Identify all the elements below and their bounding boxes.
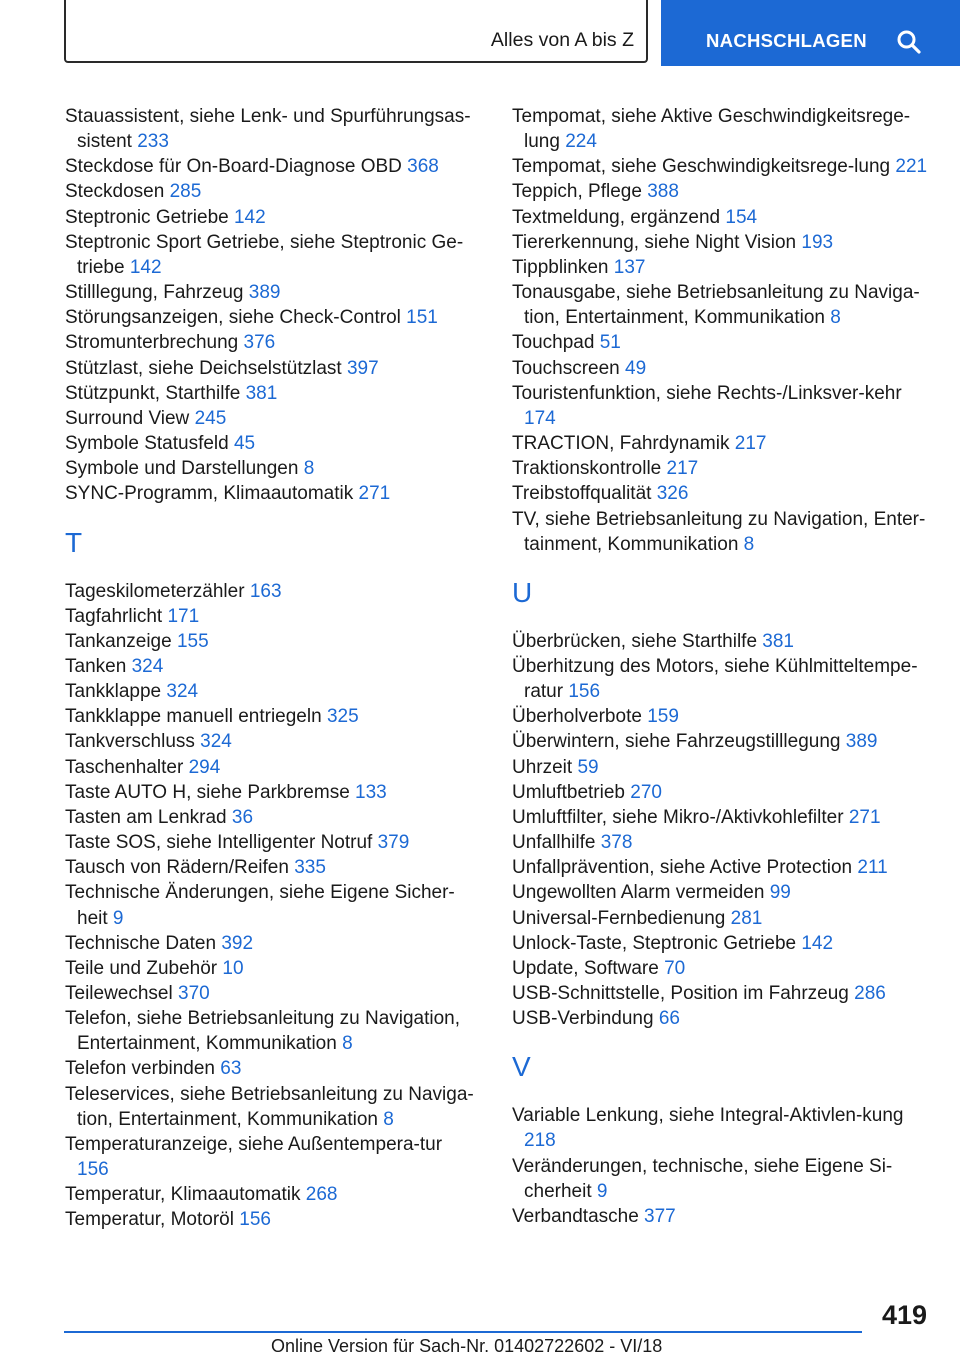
page-link[interactable]: 377 [644, 1205, 676, 1227]
page-link[interactable]: 271 [358, 483, 391, 505]
page-link[interactable]: 397 [346, 357, 379, 379]
index-entry [512, 729, 932, 754]
index-entry [512, 356, 932, 381]
page-link[interactable]: 49 [625, 357, 647, 379]
index-entry [512, 956, 932, 981]
page-link[interactable]: 8 [342, 1033, 353, 1055]
index-entry-text: Temperatur, Klimaautomatik [65, 1184, 301, 1206]
page-link[interactable]: 324 [131, 655, 164, 677]
page-link[interactable]: 156 [77, 1159, 109, 1181]
page-link[interactable]: 233 [137, 131, 169, 153]
index-entry-text: Steptronic Getriebe [65, 206, 229, 228]
index-entry-text: USB-Verbindung [512, 1008, 654, 1030]
page-link[interactable]: 8 [743, 533, 755, 555]
index-entry [65, 830, 475, 855]
index-entry [65, 431, 475, 456]
index-entry [65, 855, 475, 880]
index-entry [65, 679, 475, 704]
index-entry [65, 154, 475, 179]
index-entry-text: Tippblinken [512, 256, 609, 278]
index-entry-text: Temperaturanzeige, siehe Außentempera‐tur [65, 1133, 443, 1155]
page-link[interactable]: 218 [524, 1130, 556, 1152]
page-link[interactable]: 370 [178, 983, 210, 1004]
index-column-left [65, 104, 475, 1233]
index-entry-text: TRACTION, Fahrdynamik [512, 433, 730, 455]
page-link[interactable]: 45 [233, 433, 256, 455]
index-entry-text: Surround View [65, 407, 190, 429]
index-entry-text: Teile und Zubehör [65, 957, 218, 979]
page-link[interactable]: 8 [303, 458, 315, 480]
page-link[interactable]: 70 [664, 957, 686, 979]
index-entry [65, 330, 475, 355]
index-entry [65, 579, 475, 604]
page-link[interactable]: 51 [599, 332, 621, 354]
page-link[interactable]: 324 [200, 731, 232, 753]
nachschlagen-tab[interactable] [661, 0, 960, 66]
page-link[interactable]: 156 [568, 681, 601, 703]
page-link[interactable]: 66 [658, 1008, 680, 1030]
index-entry-text: Textmeldung, ergänzend [512, 206, 721, 228]
page-link[interactable]: 378 [600, 832, 633, 854]
index-entry-text: Ungewollten Alarm vermeiden [512, 882, 765, 904]
index-entry [65, 104, 475, 154]
page-link[interactable]: 156 [239, 1209, 271, 1231]
index-entry-text: Telefon verbinden [65, 1058, 215, 1080]
index-entry [65, 280, 475, 305]
index-entry-text: Umluftbetrieb [512, 781, 625, 803]
index-entry-text: Überhitzung des Motors, siehe Kühlmitteltempe‐ratur [512, 655, 918, 703]
page-link[interactable]: 381 [245, 382, 278, 404]
index-column-right [512, 104, 932, 1229]
index-entry [512, 1006, 932, 1031]
page-link[interactable]: 151 [406, 307, 438, 329]
index-entry [512, 755, 932, 780]
page-link[interactable]: 9 [596, 1180, 608, 1202]
index-entry-text: Tanken [65, 655, 127, 677]
index-entry-text: Steckdosen [65, 181, 165, 203]
index-entry [65, 704, 475, 729]
index-entry [65, 1132, 475, 1182]
index-entry-text: Tagfahrlicht [65, 605, 163, 627]
index-entry [65, 381, 475, 406]
page-link[interactable]: 268 [305, 1184, 338, 1206]
section-tab[interactable] [64, 0, 648, 63]
index-letter-heading: V [512, 1051, 531, 1083]
index-entry [65, 780, 475, 805]
index-entry-text: Stauassistent, siehe Lenk- und Spurführungsas‐sistent [65, 106, 471, 153]
index-entry-text: Tankklappe manuell entriegeln [65, 706, 322, 728]
index-entry [65, 729, 475, 754]
page-link[interactable]: 270 [630, 781, 662, 803]
index-entry [65, 1082, 475, 1132]
page-link[interactable]: 324 [166, 681, 199, 703]
page-link[interactable]: 142 [233, 206, 266, 228]
page-link[interactable]: 155 [176, 630, 209, 652]
index-entry-text: USB-Schnittstelle, Position im Fahrzeug [512, 983, 849, 1004]
index-entry-text: Symbole Statusfeld [65, 433, 229, 455]
index-letter-heading: T [65, 526, 83, 558]
nachschlagen-tab-label: NACHSCHLAGEN [706, 30, 867, 51]
index-entry-text: Steptronic Sport Getriebe, siehe Steptronic Ge‐triebe [65, 231, 464, 278]
index-entry [65, 604, 475, 629]
index-entry [65, 481, 475, 506]
page-link[interactable]: 8 [383, 1108, 394, 1130]
index-entry [65, 654, 475, 679]
index-entry-text: Temperatur, Motoröl [65, 1209, 234, 1231]
index-entry-text: Uhrzeit [512, 756, 573, 778]
index-entry [512, 981, 932, 1006]
page-link[interactable]: 392 [221, 932, 254, 954]
page-link[interactable]: 271 [848, 806, 881, 828]
index-entry [512, 704, 932, 729]
index-entry-text: Universal-Fernbedienung [512, 907, 726, 929]
index-entry [65, 179, 475, 204]
index-entry [65, 1207, 475, 1232]
index-entry-text: Überholverbote [512, 706, 642, 728]
index-entry [65, 205, 475, 230]
index-entry [512, 629, 932, 654]
index-entry [65, 456, 475, 481]
index-entry-text: Treibstoffqualität [512, 483, 652, 505]
index-entry-text: Überwintern, siehe Fahrzeugstilllegung [512, 731, 841, 753]
index-entry-text: Telefon, siehe Betriebsanleitung zu Navigation, Entertainment, Kommunikation [65, 1008, 461, 1055]
index-entry [512, 805, 932, 830]
index-entry-text: Tasten am Lenkrad [65, 806, 227, 828]
index-entry [512, 830, 932, 855]
page-link[interactable]: 381 [762, 630, 794, 652]
page-link[interactable]: 285 [169, 181, 202, 203]
magnifier-icon[interactable] [896, 29, 922, 55]
index-entry-text: Überbrücken, siehe Starthilfe [512, 630, 758, 652]
page-link[interactable]: 211 [857, 857, 888, 879]
index-entry-text: Unfallprävention, siehe Active Protection [512, 857, 853, 879]
page-link[interactable]: 217 [734, 433, 767, 455]
page-link[interactable]: 388 [647, 181, 679, 203]
page-link[interactable]: 286 [854, 983, 886, 1004]
index-entry-text: Tempomat, siehe Geschwindigkeitsrege‐lung [512, 156, 891, 178]
index-entry [65, 931, 475, 956]
index-entry [65, 805, 475, 830]
index-entry [65, 230, 475, 280]
index-entry [65, 1182, 475, 1207]
index-entry [512, 104, 932, 154]
index-entry [512, 780, 932, 805]
index-entry-text: Touristenfunktion, siehe Rechts-/Linksver‐kehr [512, 382, 902, 404]
index-entry-text: Stromunterbrechung [65, 332, 239, 354]
page-link[interactable]: 335 [294, 857, 326, 879]
index-entry-text: Touchpad [512, 332, 595, 354]
index-entry [512, 456, 932, 481]
index-entry-text: Taste AUTO H, siehe Parkbremse [65, 781, 350, 803]
index-entry-text: Technische Daten [65, 932, 217, 954]
index-entry [65, 981, 475, 1006]
footer-online-version: Online Version für Sach-Nr. 01402722602 - VI/18 [271, 1336, 663, 1356]
index-entry-text: Unlock-Taste, Steptronic Getriebe [512, 932, 797, 954]
index-entry-text: Tiererkennung, siehe Night Vision [512, 231, 797, 253]
index-entry [512, 230, 932, 255]
index-entry-text: Tonausgabe, siehe Betriebsanleitung zu Naviga‐tion, Entertainment, Kommunikation [512, 282, 920, 329]
page-link[interactable]: 376 [243, 332, 276, 354]
index-entry [65, 956, 475, 981]
index-entry [512, 431, 932, 456]
page-link[interactable]: 133 [355, 781, 387, 803]
page-link[interactable]: 154 [725, 206, 758, 228]
index-entry-text: Teleservices, siehe Betriebsanleitung zu Naviga‐tion, Entertainment, Kommunikation [65, 1083, 474, 1130]
page-link[interactable]: 281 [730, 907, 763, 929]
page-link[interactable]: 142 [801, 932, 834, 954]
index-entry-text: Variable Lenkung, siehe Integral-Aktivlen‐kung [512, 1105, 904, 1127]
index-entry [512, 931, 932, 956]
index-entry [512, 906, 932, 931]
index-entry [512, 507, 932, 557]
index-entry-text: Tankklappe [65, 681, 162, 703]
index-entry [512, 654, 932, 704]
index-entry-text: Verbandtasche [512, 1205, 639, 1227]
index-entry [512, 179, 932, 204]
index-entry-text: Taste SOS, siehe Intelligenter Notruf [65, 832, 373, 854]
index-entry-text: Traktionskontrolle [512, 458, 662, 480]
index-entry [65, 880, 475, 930]
index-entry-text: Stützpunkt, Starthilfe [65, 382, 241, 404]
index-entry [65, 305, 475, 330]
index-entry-text: Tankverschluss [65, 731, 195, 753]
index-entry-text: Stützlast, siehe Deichselstützlast [65, 357, 342, 379]
index-entry [512, 1154, 932, 1204]
index-entry-text: Teilewechsel [65, 983, 173, 1004]
index-entry-text: Teppich, Pflege [512, 181, 642, 203]
index-entry [512, 154, 932, 179]
index-entry [512, 205, 932, 230]
page-link[interactable]: 10 [222, 957, 244, 979]
index-entry-text: Taschenhalter [65, 756, 184, 778]
index-letter-heading: U [512, 576, 533, 608]
index-entry-text: Veränderungen, technische, siehe Eigene Si‐cherheit [512, 1155, 893, 1202]
page-link[interactable]: 245 [194, 407, 227, 429]
index-entry-text: Update, Software [512, 957, 659, 979]
page-link[interactable]: 389 [845, 731, 878, 753]
page-link[interactable]: 59 [577, 756, 599, 778]
top-navigation [0, 0, 960, 66]
index-entry [512, 381, 932, 431]
page-link[interactable]: 171 [167, 605, 200, 627]
index-entry-text: Umluftfilter, siehe Mikro-/Aktivkohlefilter [512, 806, 844, 828]
page-link[interactable]: 142 [129, 256, 162, 278]
page-link[interactable]: 163 [249, 580, 282, 602]
page-link[interactable]: 36 [231, 806, 254, 828]
index-entry-text: Tageskilometerzähler [65, 580, 245, 602]
index-entry-text: Tausch von Rädern/Reifen [65, 857, 289, 879]
index-entry-text: Touchscreen [512, 357, 620, 379]
index-entry-text: Tankanzeige [65, 630, 172, 652]
page-link[interactable]: 325 [326, 706, 359, 728]
page-link[interactable]: 379 [377, 832, 410, 854]
index-entry [65, 406, 475, 431]
index-entry-text: Unfallhilfe [512, 832, 596, 854]
index-entry [65, 356, 475, 381]
page-link[interactable]: 159 [647, 706, 679, 728]
index-entry [65, 1006, 475, 1056]
page-link[interactable]: 9 [112, 907, 124, 929]
page-link[interactable]: 294 [188, 756, 221, 778]
index-entry-text: Störungsanzeigen, siehe Check-Control [65, 307, 401, 329]
index-entry [512, 1103, 932, 1153]
footer-divider [64, 1331, 862, 1333]
index-entry [512, 255, 932, 280]
page-number: 419 [881, 1300, 927, 1330]
index-entry-text: Steckdose für On-Board-Diagnose OBD [65, 156, 402, 178]
page-link[interactable]: 137 [613, 256, 646, 278]
index-entry [512, 330, 932, 355]
index-entry-text: Symbole und Darstellungen [65, 458, 299, 480]
page-link[interactable]: 224 [565, 131, 597, 153]
index-entry-text: Technische Änderungen, siehe Eigene Sicher‐heit [65, 882, 455, 929]
index-entry [512, 481, 932, 506]
page-link[interactable]: 193 [801, 231, 834, 253]
index-entry [65, 1056, 475, 1081]
page-link[interactable]: 8 [830, 307, 841, 329]
page-link[interactable]: 389 [248, 282, 281, 304]
page-link[interactable]: 217 [666, 458, 699, 480]
page-link[interactable]: 221 [895, 156, 928, 178]
index-entry [65, 755, 475, 780]
page-link[interactable]: 99 [769, 882, 791, 904]
index-entry [512, 880, 932, 905]
index-entry [512, 280, 932, 330]
index-entry-text: Tempomat, siehe Aktive Geschwindigkeitsrege‐lung [512, 106, 911, 153]
index-entry [512, 1204, 932, 1229]
page-link[interactable]: 326 [656, 483, 689, 505]
index-entry-text: SYNC-Programm, Klimaautomatik [65, 483, 354, 505]
index-entry-text: TV, siehe Betriebsanleitung zu Navigation, Enter‐tainment, Kommunikation [512, 508, 926, 555]
section-tab-label: Alles von A bis Z [490, 29, 634, 51]
page-link[interactable]: 174 [524, 407, 556, 429]
page-link[interactable]: 368 [407, 156, 439, 178]
index-entry [65, 629, 475, 654]
index-entry [512, 855, 932, 880]
index-entry-text: Stilllegung, Fahrzeug [65, 282, 244, 304]
page-link[interactable]: 63 [220, 1058, 242, 1080]
